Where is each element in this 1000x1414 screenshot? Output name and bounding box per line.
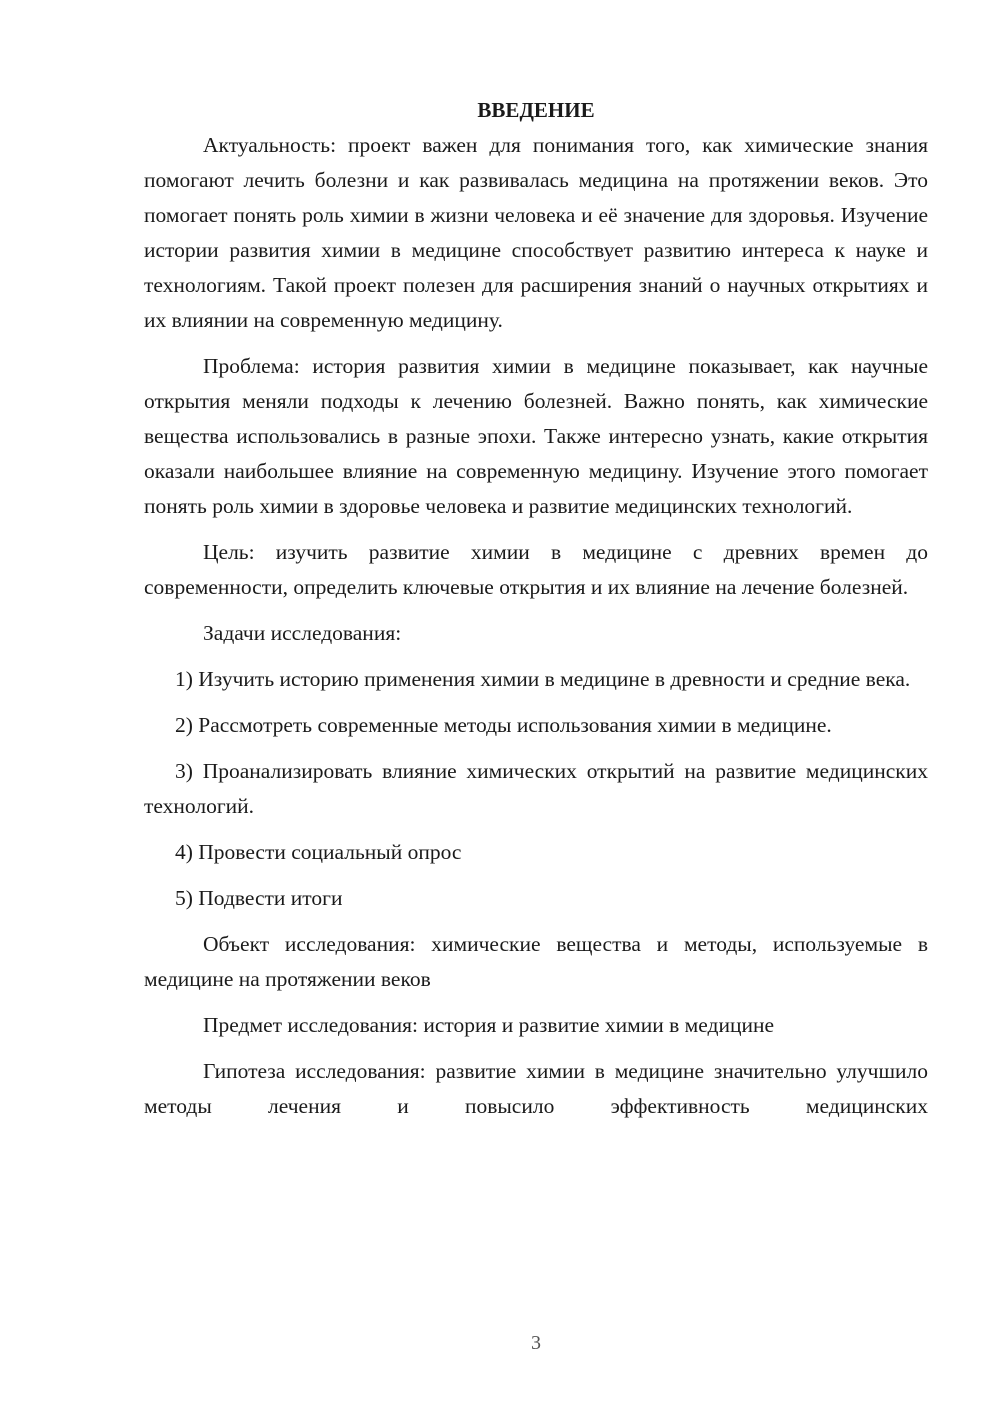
hypothesis-paragraph: Гипотеза исследования: развитие химии в медицине значительно улучшило методы лечения и повысило эффективность медицинских bbox=[144, 1059, 928, 1118]
subject-paragraph: Предмет исследования: история и развитие химии в медицине bbox=[203, 1013, 775, 1037]
document-page bbox=[144, 92, 928, 1124]
problem-paragraph: Проблема: история развития химии в медицине показывает, как научные открытия меняли подходы к лечению болезней. Важно понять, как химические вещества использовались в разные эпохи. Также интересно узнать, какие открытия оказали наибольшее влияние на современную медицину. Изучение этого помогает понять роль химии в здоровье человека и развитие медицинских технологий. bbox=[144, 354, 928, 518]
task-item-1: 1) Изучить историю применения химии в медицине в древности и средние века. bbox=[175, 667, 911, 691]
page-number: 3 bbox=[531, 1332, 541, 1354]
task-item-4: 4) Провести социальный опрос bbox=[175, 840, 462, 864]
object-paragraph: Объект исследования: химические вещества и методы, используемые в медицине на протяжении веков bbox=[144, 932, 928, 991]
section-title: ВВЕДЕНИЕ bbox=[477, 98, 595, 122]
goal-paragraph: Цель: изучить развитие химии в медицине с древних времен до современности, определить ключевые открытия и их влияние на лечение болезней. bbox=[144, 540, 928, 599]
task-item-5: 5) Подвести итоги bbox=[175, 886, 343, 910]
task-item-3: 3) Проанализировать влияние химических открытий на развитие медицинских технологий. bbox=[144, 759, 928, 818]
task-item-2: 2) Рассмотреть современные методы использования химии в медицине. bbox=[175, 713, 832, 737]
relevance-paragraph: Актуальность: проект важен для понимания того, как химические знания помогают лечить болезни и как развивалась медицина на протяжении веков. Это помогает понять роль химии в жизни человека и её значение для здоровья. Изучение истории развития химии в медицине способствует развитию интереса к науке и технологиям. Такой проект полезен для расширения знаний о научных открытиях и их влиянии на современную медицину. bbox=[144, 133, 928, 332]
tasks-heading: Задачи исследования: bbox=[203, 621, 402, 645]
